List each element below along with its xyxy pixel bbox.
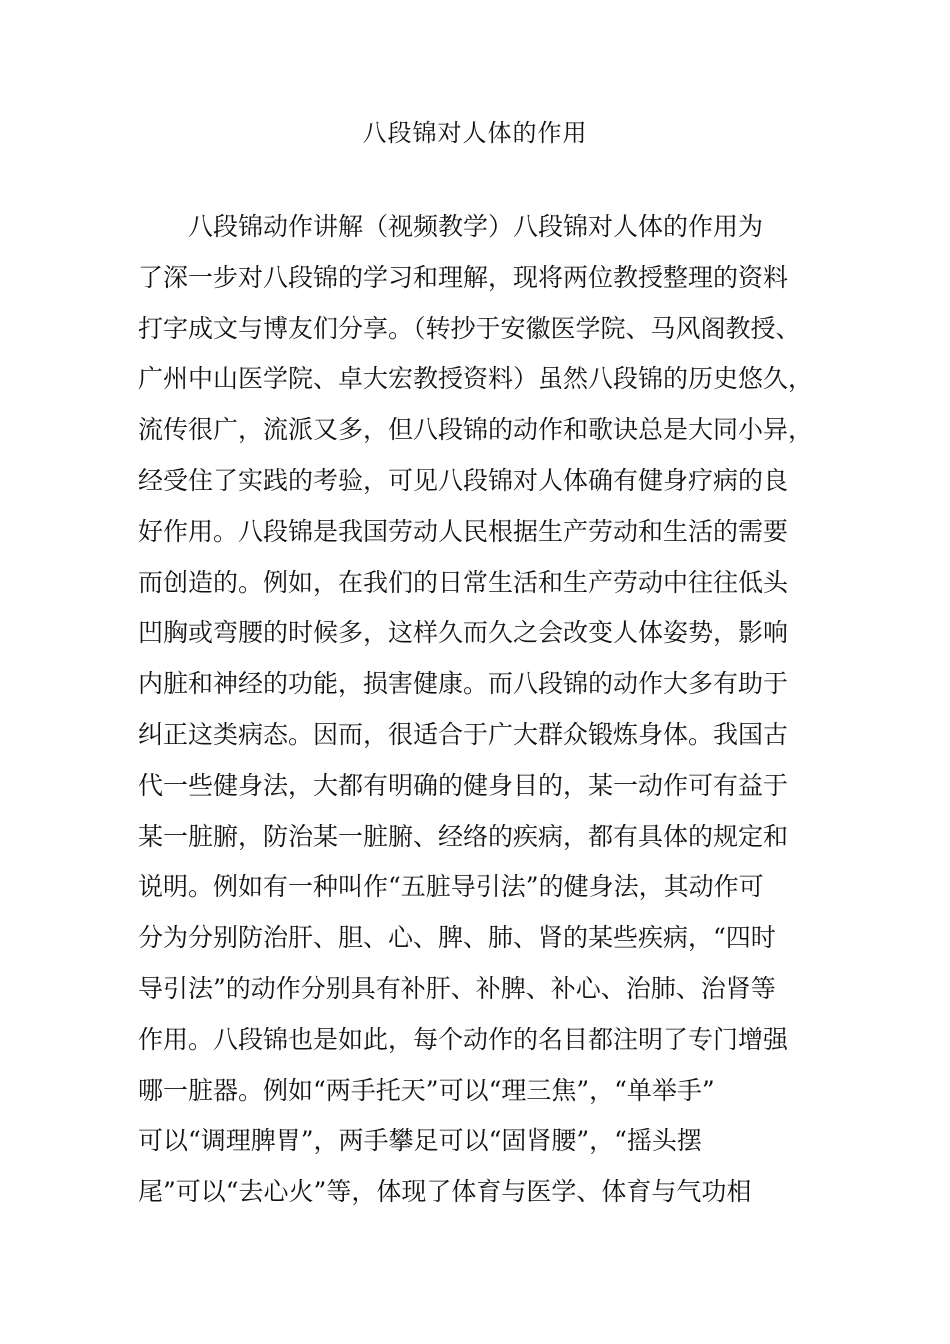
body-line: 哪一脏器。例如“两手托天”可以“理三焦”，“单举手” [138, 1075, 715, 1105]
body-line: 作用。八段锦也是如此，每个动作的名目都注明了专门增强 [138, 1024, 789, 1054]
body-line: 了深一步对八段锦的学习和理解，现将两位教授整理的资料 [138, 262, 789, 292]
body-line: 而创造的。例如，在我们的日常生活和生产劳动中往往低头 [138, 567, 789, 597]
body-line: 好作用。八段锦是我国劳动人民根据生产劳动和生活的需要 [138, 516, 789, 546]
body-line: 代一些健身法，大都有明确的健身目的，某一动作可有益于 [138, 770, 789, 800]
body-line: 流传很广，流派又多，但八段锦的动作和歌诀总是大同小异， [138, 415, 814, 445]
body-line: 可以“调理脾胃”，两手攀足可以“固肾腰”，“摇头摆 [138, 1126, 702, 1156]
document-title: 八段锦对人体的作用 [362, 119, 588, 147]
body-line: 打字成文与博友们分享。（转抄于安徽医学院、马风阁教授、 [138, 313, 801, 343]
body-line: 说明。例如有一种叫作“五脏导引法”的健身法，其动作可 [138, 872, 764, 902]
body-line: 凹胸或弯腰的时候多，这样久而久之会改变人体姿势，影响 [138, 618, 789, 648]
body-line: 八段锦动作讲解（视频教学）八段锦对人体的作用为 [188, 212, 764, 241]
body-line: 内脏和神经的功能，损害健康。而八段锦的动作大多有助于 [138, 669, 789, 699]
body-line: 经受住了实践的考验，可见八段锦对人体确有健身疗病的良 [138, 465, 789, 495]
body-line: 广州中山医学院、卓大宏教授资料）虽然八段锦的历史悠久， [138, 364, 814, 394]
body-line: 尾”可以“去心火”等，体现了体育与医学、体育与气功相 [138, 1177, 752, 1207]
body-line: 纠正这类病态。因而，很适合于广大群众锻炼身体。我国古 [138, 719, 789, 749]
body-line: 某一脏腑，防治某一脏腑、经络的疾病，都有具体的规定和 [138, 821, 789, 851]
document-body [138, 208, 838, 1224]
body-line: 导引法”的动作分别具有补肝、补脾、补心、治肺、治肾等 [138, 973, 776, 1003]
body-line: 分为分别防治肝、胆、心、脾、肺、肾的某些疾病，“四时 [138, 923, 776, 953]
